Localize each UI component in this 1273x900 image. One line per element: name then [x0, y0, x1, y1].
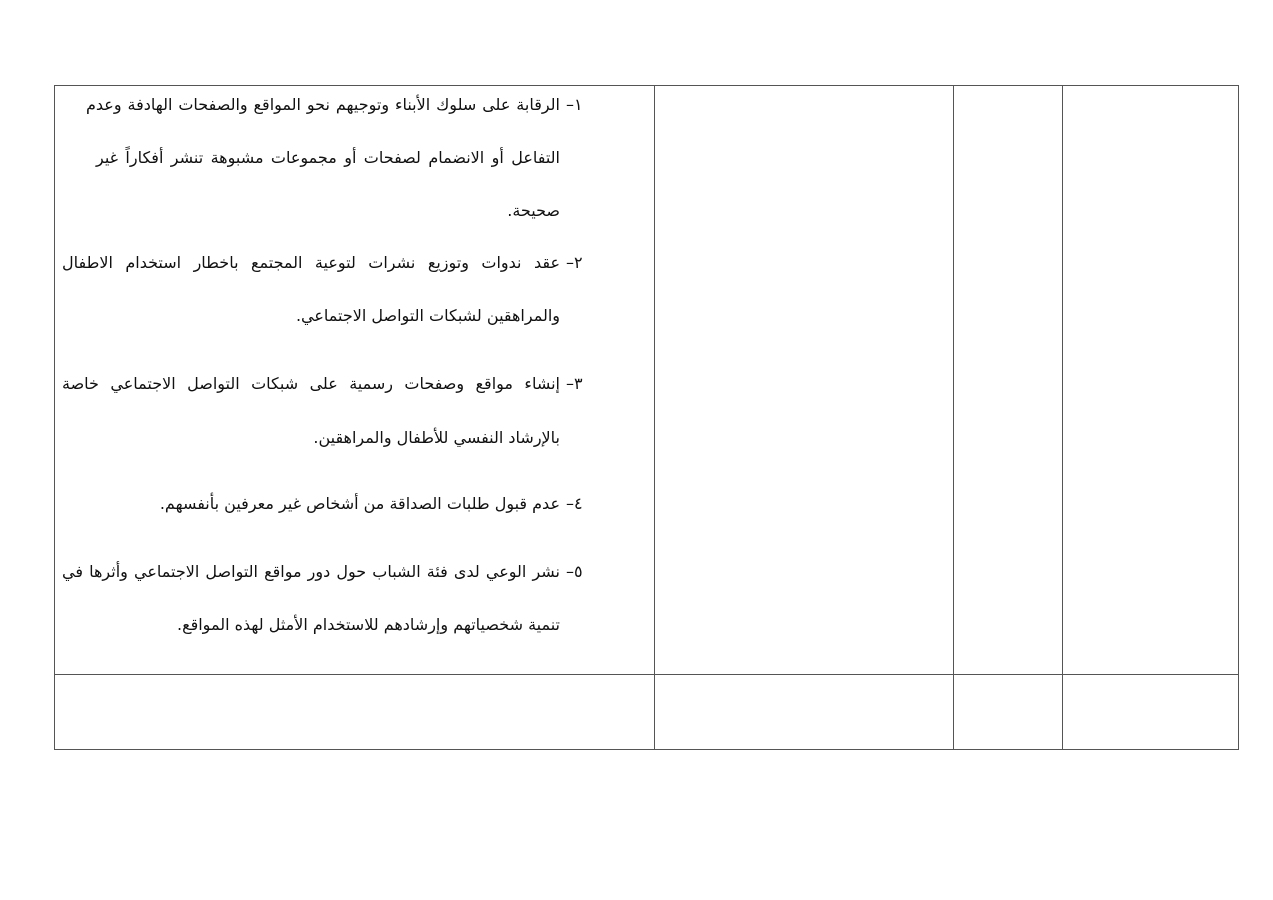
item-number: ٥–	[566, 562, 583, 581]
item-number: ٢–	[566, 253, 583, 272]
item-line: نشر الوعي لدى فئة الشباب حول دور مواقع التواصل الاجتماعي وأثرها في	[62, 562, 560, 581]
item-line: الرقابة على سلوك الأبناء وتوجيهم نحو المواقع والصفحات الهادفة وعدم	[86, 95, 560, 114]
item-line: التفاعل أو الانضمام لصفحات أو مجموعات مشبوهة تنشر أفكاراً غير	[96, 148, 560, 167]
item-line: عقد ندوات وتوزيع نشرات لتوعية المجتمع باخطار استخدام الاطفال	[62, 253, 560, 272]
item-line: تنمية شخصياتهم وإرشادهم للاستخدام الأمثل لهذه المواقع.	[176, 615, 560, 634]
item-line: عدم قبول طلبات الصداقة من أشخاص غير معرفين بأنفسهم.	[159, 494, 560, 513]
item-line: صحيحة.	[507, 201, 560, 220]
item-line: إنشاء مواقع وصفحات رسمية على شبكات التواصل الاجتماعي خاصة	[62, 374, 560, 393]
item-number: ١–	[566, 95, 583, 114]
item-number: ٤–	[566, 494, 583, 513]
item-line: والمراهقين لشبكات التواصل الاجتماعي.	[295, 306, 560, 325]
item-number: ٣–	[566, 374, 583, 393]
item-line: بالإرشاد النفسي للأطفال والمراهقين.	[313, 428, 560, 447]
